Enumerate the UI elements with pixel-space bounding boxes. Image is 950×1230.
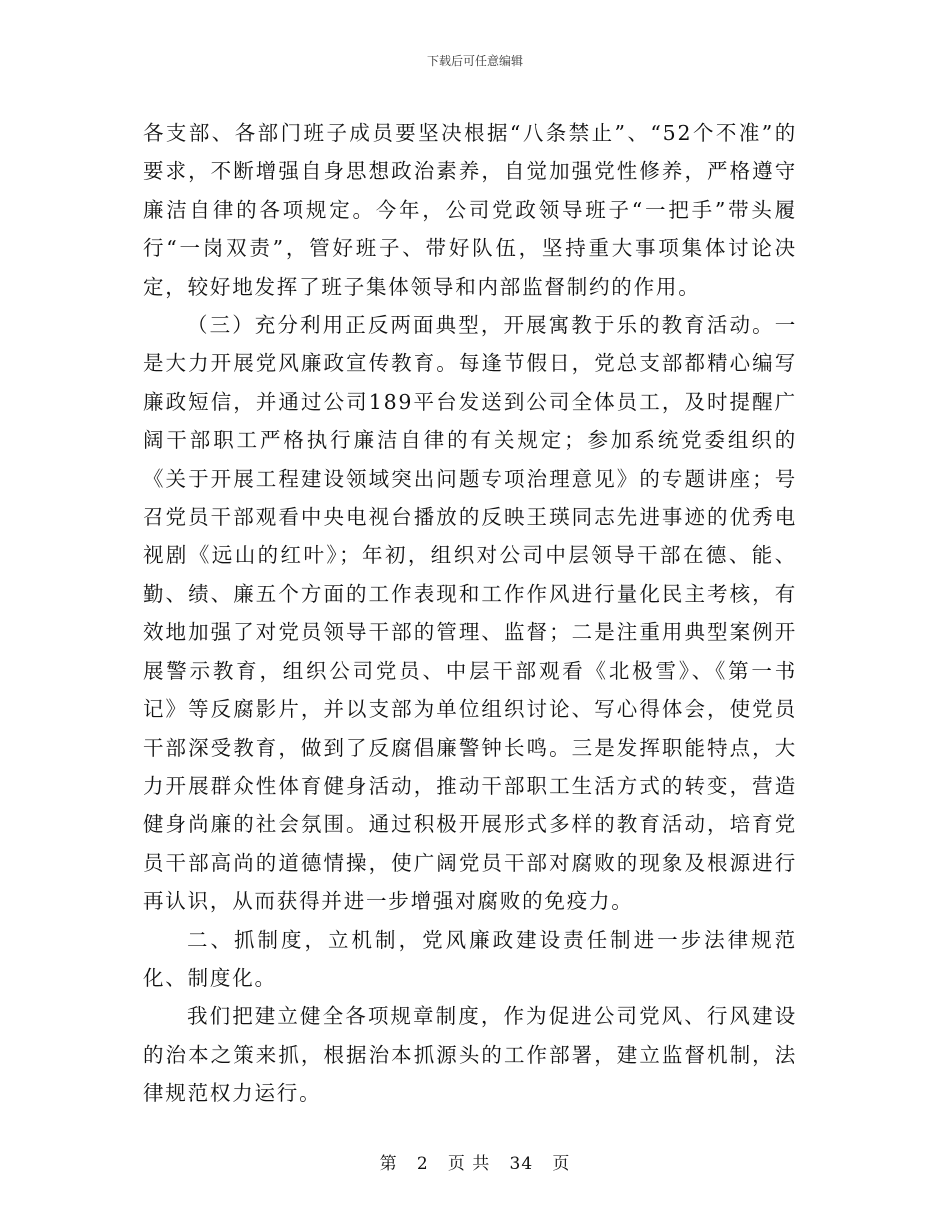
footer-total-pages: 34	[509, 1154, 534, 1174]
footer-suffix: 页	[552, 1154, 571, 1174]
paragraph-1: 各支部、各部门班子成员要坚决根据“八条禁止”、“52个不准”的要求，不断增强自身思想政治素养，自觉加强党性修养，严格遵守廉洁自律的各项规定。今年，公司党政领导班子“一把手”带头履行“一岗双责”，管好班子、带好队伍，坚持重大事项集体讨论决定，较好地发挥了班子集体领导和内部监督制约的作用。	[143, 121, 797, 299]
page-header: 下载后可任意编辑	[426, 54, 523, 68]
paragraph-2: （三）充分利用正反两面典型，开展寓教于乐的教育活动。一是大力开展党风廉政宣传教育。每逢节假日，党总支部都精心编写廉政短信，并通过公司189平台发送到公司全体员工，及时提醒广阔干部职工严格执行廉洁自律的有关规定；参加系统党委组织的《关于开展工程建设领域突出问题专项治理意见》的专题讲座；号召党员干部观看中央电视台播放的反映王瑛同志先进事迹的优秀电视剧《远山的红叶》；年初，组织对公司中层领导干部在德、能、勤、绩、廉五个方面的工作表现和工作作风进行量化民主考核，有效地加强了对党员领导干部的管理、监督；二是注重用典型案例开展警示教育，组织公司党员、中层干部观看《北极雪》、《第一书记》等反腐影片，并以支部为单位组织讨论、写心得体会，使党员干部深受教育，做到了反腐倡廉警钟长鸣。三是发挥职能特点，大力开展群众性体育健身活动，推动干部职工生活方式的转变，营造健身尚廉的社会氛围。通过积极开展形式多样的教育活动，培育党员干部高尚的道德情操，使广阔党员干部对腐败的现象及根源进行再认识，从而获得并进一步增强对腐败的免疫力。	[143, 313, 797, 914]
footer-middle: 页 共	[447, 1154, 491, 1174]
document-body	[143, 114, 797, 1113]
paragraph-4: 我们把建立健全各项规章制度，作为促进公司党风、行风建设的治本之策来抓，根据治本抓源头的工作部署，建立监督机制，法律规范权力运行。	[143, 1004, 797, 1106]
page-footer	[0, 1153, 950, 1175]
footer-prefix: 第	[379, 1154, 398, 1174]
paragraph-3: 二、抓制度，立机制，党风廉政建设责任制进一步法律规范化、制度化。	[143, 927, 797, 990]
footer-page-number: 2	[416, 1154, 429, 1174]
